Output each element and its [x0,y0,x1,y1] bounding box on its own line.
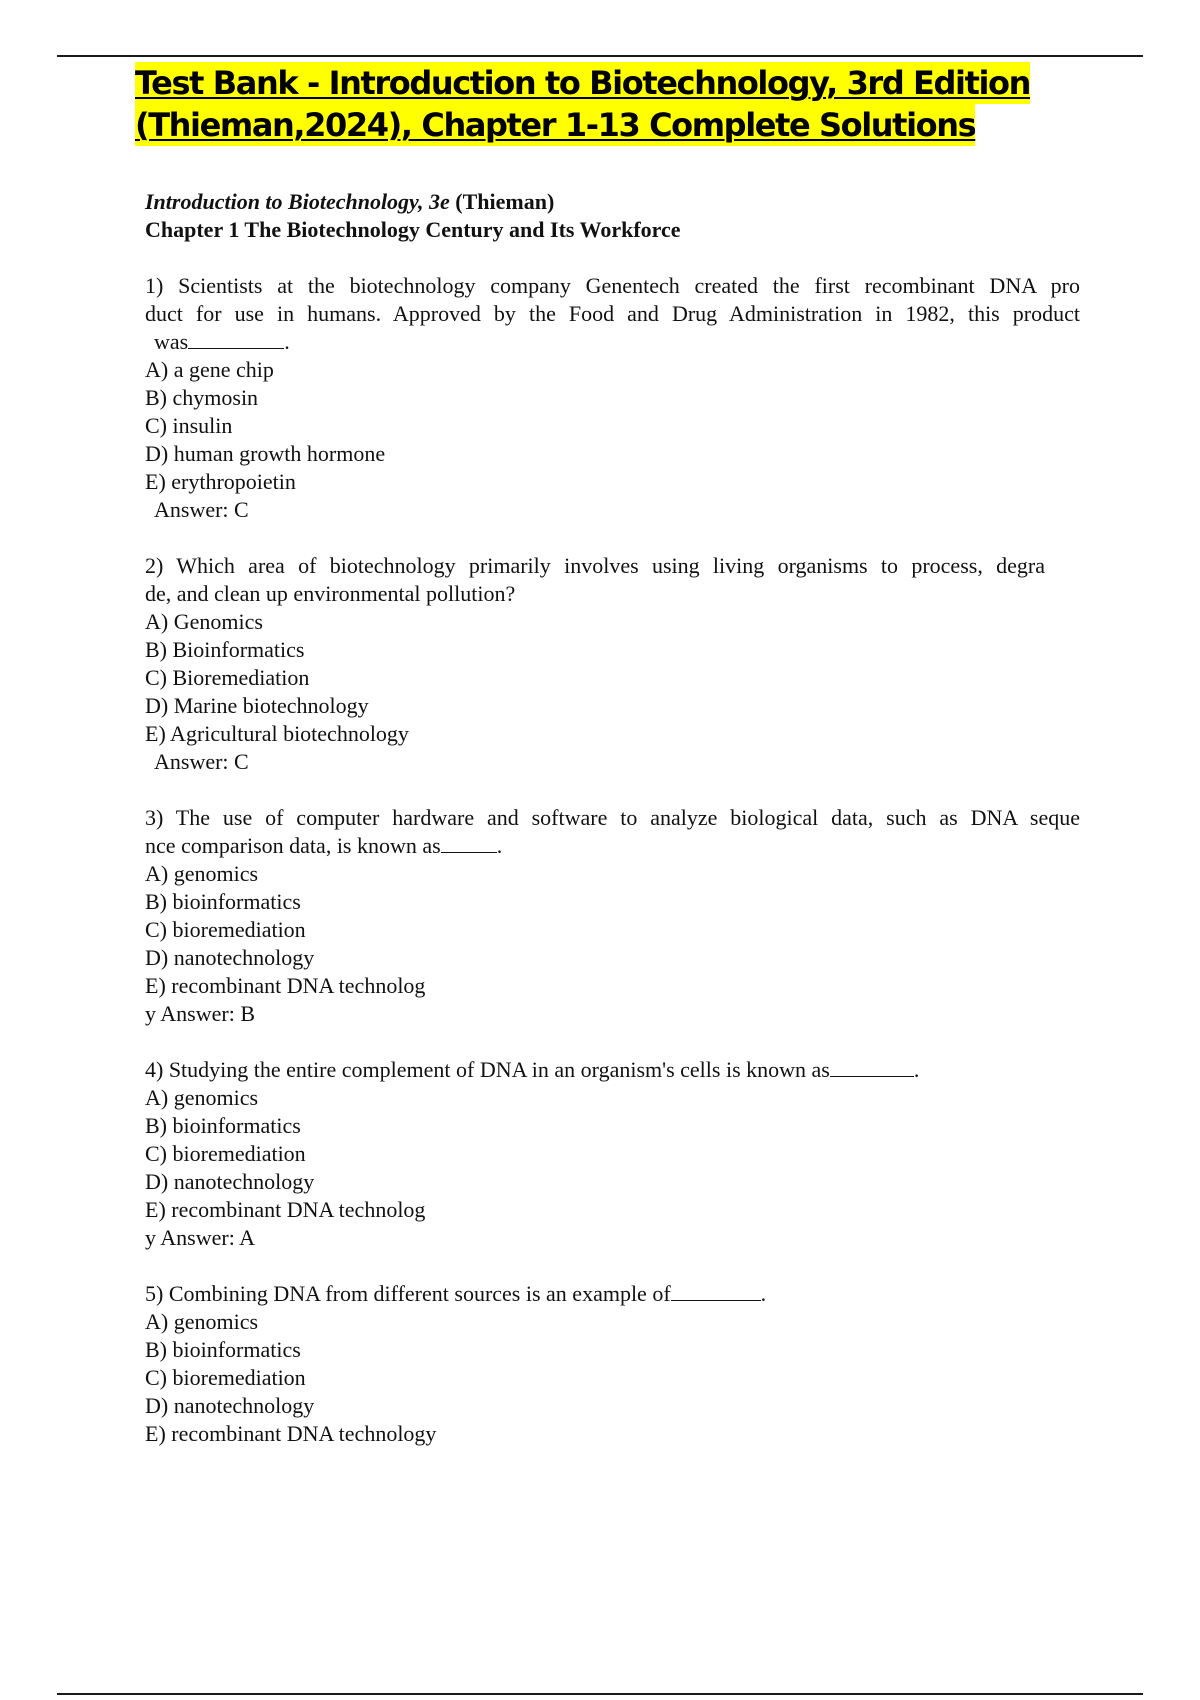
question-stem-line: 2) Which area of biotechnology primarily involves using living organisms to process, degra [145,553,1045,578]
question-stem-line [145,1280,1080,1308]
answer-option: D) nanotechnology [145,1169,315,1194]
answer-option: C) bioremediation [145,917,306,942]
top-rule [57,55,1143,57]
document-body [145,188,1080,1448]
answer-option: C) insulin [145,413,233,438]
answer-option: D) nanotechnology [145,1393,315,1418]
stem-text: 4) Studying the entire complement of DNA in an organism's cells is known as [145,1057,830,1082]
answer-option: A) Genomics [145,609,263,634]
book-author: (Thieman) [455,189,555,214]
answer-option: E) erythropoietin [145,469,296,494]
answer-option: E) recombinant DNA technolog [145,973,426,998]
answer-option: D) human growth hormone [145,441,386,466]
answer-option: B) bioinformatics [145,1337,301,1362]
answer-key: y Answer: A [145,1225,255,1250]
chapter-heading: Chapter 1 The Biotechnology Century and Its Workforce [145,217,681,242]
answer-option: B) chymosin [145,385,259,410]
answer-blank [671,1280,761,1301]
answer-key: Answer: C [154,497,249,522]
title-line-1: Test Bank - Introduction to Biotechnology, 3rd Edition [135,64,1031,102]
answer-option: C) Bioremediation [145,665,310,690]
stem-text: . [913,1057,920,1082]
answer-blank [441,832,497,853]
answer-option: E) recombinant DNA technolog [145,1197,426,1222]
stem-text: . [496,833,503,858]
stem-text: 5) Combining DNA from different sources is an example of [145,1281,671,1306]
book-heading [145,188,1080,216]
question-stem-line: 1) Scientists at the biotechnology company Genentech created the first recombinant DNA pro [145,273,1080,298]
stem-text: . [760,1281,767,1306]
question-stem-line: duct for use in humans. Approved by the Food and Drug Administration in 1982, this product [145,301,1080,326]
answer-option: E) Agricultural biotechnology [145,721,409,746]
question-1 [145,272,1080,524]
answer-option: A) genomics [145,1085,259,1110]
question-stem-line [145,832,1080,860]
question-2 [145,552,1080,776]
question-stem-line [145,1056,1080,1084]
answer-option: C) bioremediation [145,1365,306,1390]
answer-option: B) bioinformatics [145,1113,301,1138]
question-stem-line [145,328,1080,356]
answer-blank [188,328,284,349]
answer-option: D) Marine biotechnology [145,693,369,718]
answer-option: B) bioinformatics [145,889,301,914]
answer-key: y Answer: B [145,1001,255,1026]
bottom-rule [57,1693,1143,1695]
answer-option: E) recombinant DNA technology [145,1421,437,1446]
answer-option: A) a gene chip [145,357,274,382]
stem-text: was [154,329,189,354]
question-3 [145,804,1080,1028]
question-stem-line: de, and clean up environmental pollution? [145,581,516,606]
document-title [135,62,1031,146]
answer-option: A) genomics [145,1309,259,1334]
stem-text: . [284,329,290,354]
book-title: Introduction to Biotechnology, 3e [145,189,450,214]
stem-text: nce comparison data, is known as [145,833,441,858]
answer-option: D) nanotechnology [145,945,315,970]
question-stem-line: 3) The use of computer hardware and software to analyze biological data, such as DNA seque [145,805,1080,830]
answer-option: C) bioremediation [145,1141,306,1166]
answer-key: Answer: C [154,749,249,774]
title-line-2: (Thieman,2024), Chapter 1-13 Complete Solutions [135,106,976,144]
answer-blank [830,1056,914,1077]
question-4 [145,1056,1080,1252]
answer-option: B) Bioinformatics [145,637,305,662]
question-5 [145,1280,1080,1448]
answer-option: A) genomics [145,861,259,886]
